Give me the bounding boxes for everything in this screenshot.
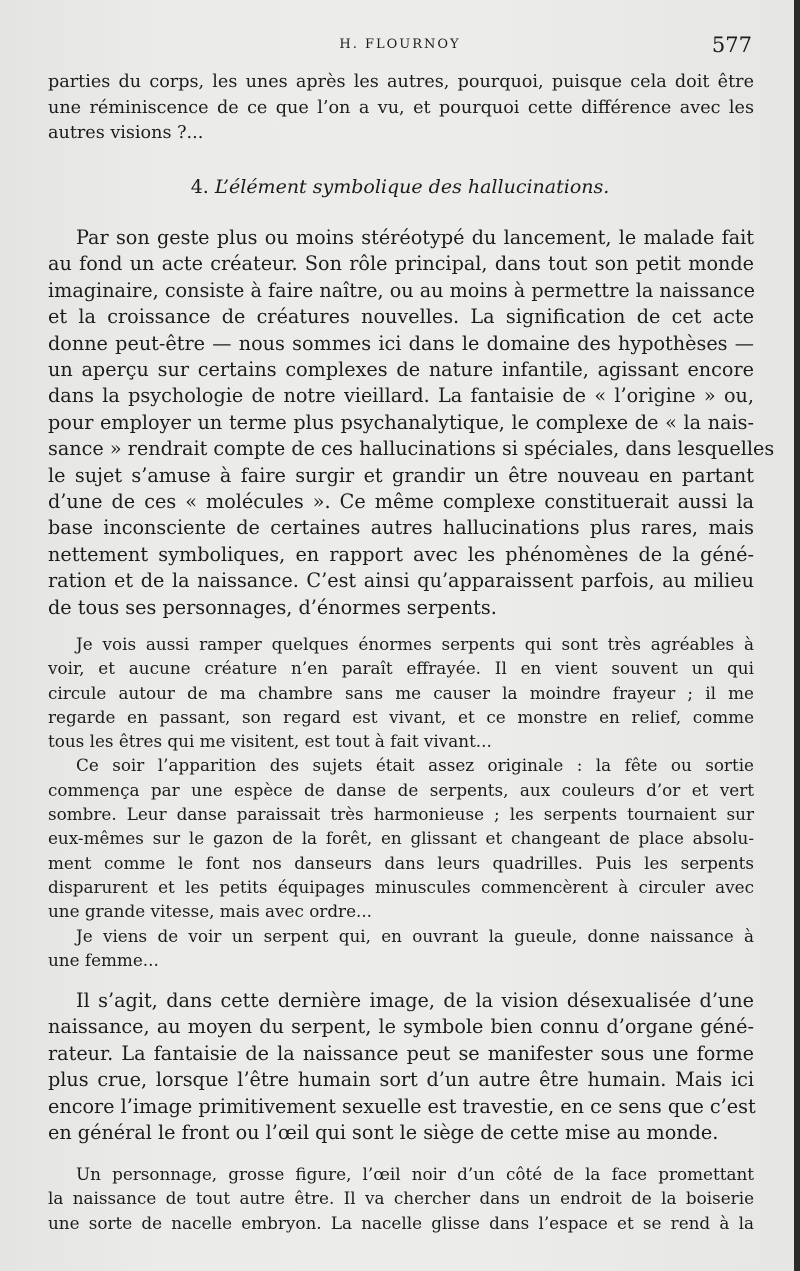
text-line: circule autour de ma chambre sans me causer la moindre frayeur ; il me — [48, 682, 754, 703]
text-line: Il s’agit, dans cette dernière image, de la vision désexualisée d’une — [76, 989, 754, 1012]
text-line: plus crue, lorsque l’être humain sort d’un autre être humain. Mais ici — [48, 1068, 754, 1092]
text-line: une sorte de nacelle embryon. La nacelle glisse dans l’espace et se rend à la — [48, 1212, 754, 1233]
text-line: autres visions ?... — [48, 123, 204, 143]
paragraph-2 — [48, 988, 754, 1146]
text-line: Par son geste plus ou moins stéréotypé du lancement, le malade fait — [76, 226, 754, 249]
text-line: le sujet s’amuse à faire surgir et grandir un être nouveau en partant — [48, 463, 754, 487]
text-line: pour employer un terme plus psychanalytique, le complexe de « la nais- — [48, 410, 754, 434]
text-line: Ce soir l’apparition des sujets était assez originale : la fête ou sortie — [76, 755, 754, 776]
text-line: Un personnage, grosse figure, l’œil noir d’un côté de la face promettant — [76, 1164, 754, 1184]
running-head-author: H. FLOURNOY — [339, 37, 461, 52]
text-line: encore l’image primitivement sexuelle est travestie, en ce sens que c’est — [48, 1094, 756, 1118]
section-title: L’élément symbolique des hallucinations. — [214, 176, 610, 198]
section-number: 4. — [190, 176, 209, 198]
quotation-block-1 — [48, 632, 754, 972]
text-line: donne peut-être — nous sommes ici dans le domaine des hypothèses — — [48, 331, 754, 355]
text-line: de tous ses personnages, d’énormes serpents. — [48, 595, 497, 619]
text-line: regarde en passant, son regard est vivant, et ce monstre en relief, comme — [48, 706, 754, 727]
running-head — [0, 33, 800, 57]
quote-continuation — [48, 70, 754, 147]
text-line: eux-mêmes sur le gazon de la forêt, en glissant et changeant de place absolu- — [48, 828, 754, 849]
text-line: parties du corps, les unes après les autres, pourquoi, puisque cela doit être — [48, 72, 754, 92]
text-line: Je vois aussi ramper quelques énormes serpents qui sont très agréables à — [76, 634, 754, 654]
text-line: en général le front ou l’œil qui sont le siège de cette mise au monde. — [48, 1121, 719, 1145]
text-line: au fond un acte créateur. Son rôle principal, dans tout son petit monde — [48, 252, 754, 276]
text-line: commença par une espèce de danse de serpents, aux couleurs d’or et vert — [48, 779, 754, 800]
text-line: imaginaire, consiste à faire naître, ou au moins à permettre la naissance — [48, 278, 755, 302]
text-line: la naissance de tout autre être. Il va chercher dans un endroit de la boiserie — [48, 1188, 754, 1209]
text-line: voir, et aucune créature n’en paraît effrayée. Il en vient souvent un qui — [48, 658, 754, 679]
text-line: base inconsciente de certaines autres hallucinations plus rares, mais — [48, 516, 754, 540]
text-line: ment comme le font nos danseurs dans leurs quadrilles. Puis les serpents — [48, 852, 754, 873]
text-line: Je viens de voir un serpent qui, en ouvrant la gueule, donne naissance à — [76, 925, 754, 946]
text-line: sance » rendrait compte de ces hallucinations si spéciales, dans lesquelles — [48, 437, 775, 461]
text-line: nettement symboliques, en rapport avec les phénomènes de la géné- — [48, 542, 754, 566]
text-line: rateur. La fantaisie de la naissance peut se manifester sous une forme — [48, 1041, 754, 1065]
quotation-block-2 — [48, 1162, 754, 1235]
text-line: une réminiscence de ce que l’on a vu, et pourquoi cette différence avec les — [48, 97, 754, 118]
section-heading — [0, 176, 800, 198]
paragraph-1 — [48, 225, 775, 621]
text-line: naissance, au moyen du serpent, le symbole bien connu d’organe géné- — [48, 1015, 754, 1039]
text-line: un aperçu sur certains complexes de nature infantile, agissant encore — [48, 358, 754, 382]
text-line: d’une de ces « molécules ». Ce même complexe constituerait aussi la — [48, 490, 754, 514]
text-line: et la croissance de créatures nouvelles. La signification de cet acte — [48, 305, 754, 329]
text-line: une femme... — [48, 949, 159, 970]
text-line: sombre. Leur danse paraissait très harmonieuse ; les serpents tournaient sur — [48, 804, 754, 825]
text-line: dans la psychologie de notre vieillard. La fantaisie de « l’origine » ou, — [48, 384, 754, 408]
text-line: une grande vitesse, mais avec ordre... — [48, 901, 373, 922]
page-number: 577 — [711, 33, 752, 57]
text-line: tous les êtres qui me visitent, est tout à fait vivant... — [48, 731, 492, 752]
text-line: disparurent et les petits équipages minuscules commencèrent à circuler avec — [48, 876, 754, 897]
text-line: ration et de la naissance. C’est ainsi qu’apparaissent parfois, au milieu — [48, 569, 754, 593]
